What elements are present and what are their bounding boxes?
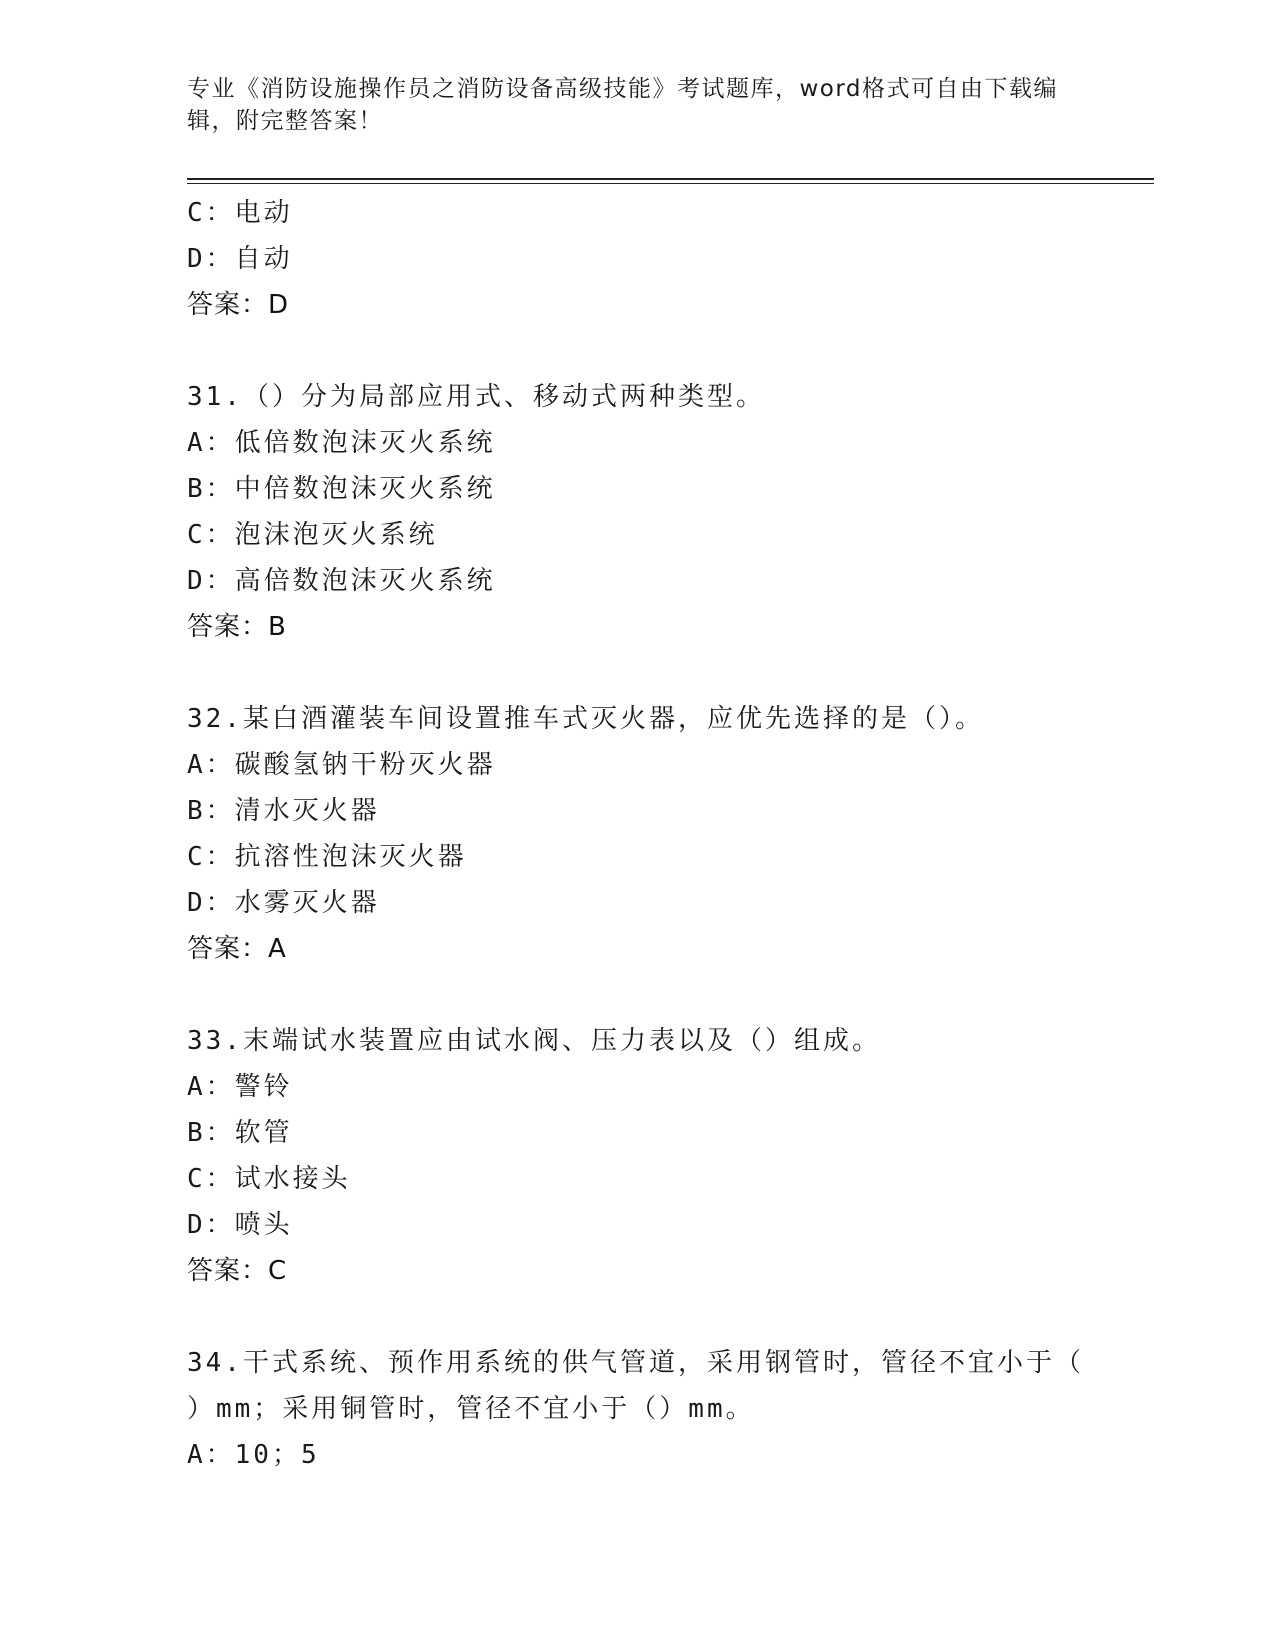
question-31: 31.（）分为局部应用式、移动式两种类型。 xyxy=(187,382,765,412)
question-33: 33.末端试水装置应由试水阀、压力表以及（）组成。 xyxy=(187,1026,881,1056)
answer-line: 答案：B xyxy=(187,612,287,642)
option-b: B：中倍数泡沫灭火系统 xyxy=(187,474,496,504)
option-a: A：低倍数泡沫灭火系统 xyxy=(187,428,496,458)
option-a: A：10；5 xyxy=(187,1440,320,1470)
option-d: D：高倍数泡沫灭火系统 xyxy=(187,566,496,596)
header-line-2: 辑，附完整答案！ xyxy=(187,108,383,134)
option-c: C：泡沫泡灭火系统 xyxy=(187,520,438,550)
option-b: B：清水灭火器 xyxy=(187,796,380,826)
header-divider-thin xyxy=(187,183,1154,184)
answer-line: 答案：D xyxy=(187,290,290,320)
option-a: A：碳酸氢钠干粉灭火器 xyxy=(187,750,496,780)
option-b: B：软管 xyxy=(187,1118,293,1148)
question-34-line-1: 34.干式系统、预作用系统的供气管道，采用钢管时，管径不宜小于（ xyxy=(187,1348,1084,1378)
document-header xyxy=(187,73,1067,137)
header-line-1: 专业《消防设施操作员之消防设备高级技能》考试题库，word格式可自由下载编 xyxy=(187,76,1059,102)
header-divider-thick xyxy=(187,178,1154,180)
option-c: C：电动 xyxy=(187,198,293,228)
option-d: D：水雾灭火器 xyxy=(187,888,380,918)
question-34-line-2: ）mm；采用铜管时，管径不宜小于（）mm。 xyxy=(187,1394,755,1424)
option-d: D：喷头 xyxy=(187,1210,293,1240)
option-a: A：警铃 xyxy=(187,1072,293,1102)
option-c: C：抗溶性泡沫灭火器 xyxy=(187,842,467,872)
answer-line: 答案：C xyxy=(187,1256,288,1286)
option-c: C：试水接头 xyxy=(187,1164,351,1194)
answer-line: 答案：A xyxy=(187,934,287,964)
question-list xyxy=(187,190,1087,1478)
option-d: D：自动 xyxy=(187,244,293,274)
question-32: 32.某白酒灌装车间设置推车式灭火器，应优先选择的是（）。 xyxy=(187,704,984,734)
